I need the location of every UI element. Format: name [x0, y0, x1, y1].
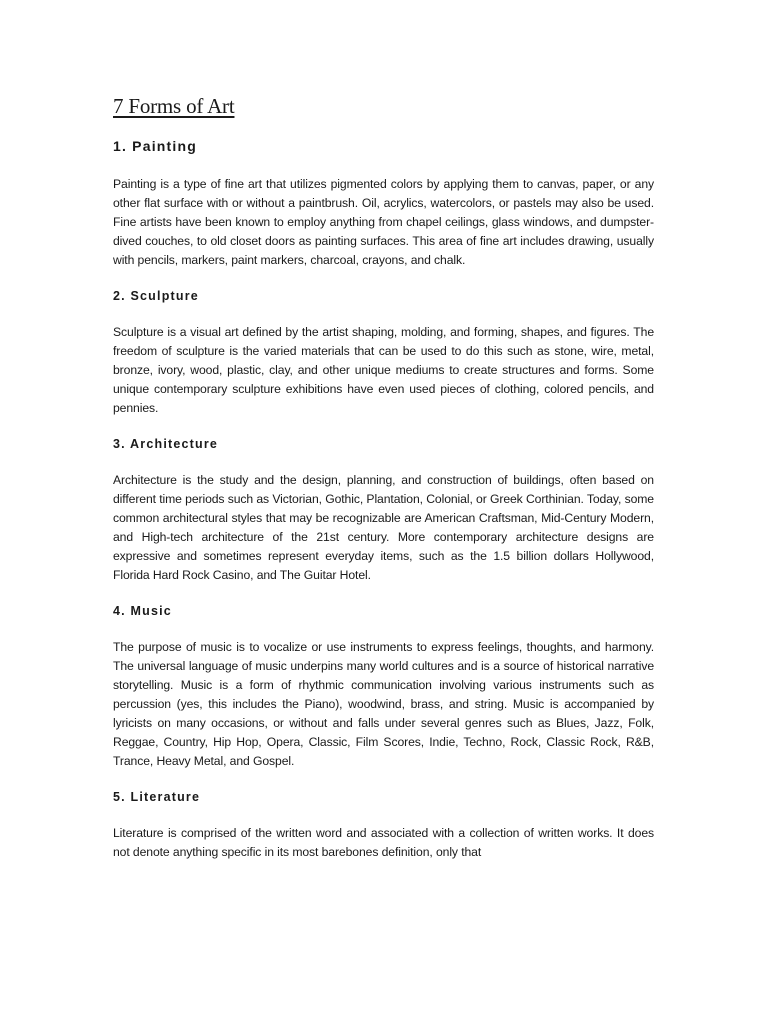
- document-page: [113, 94, 654, 881]
- section-painting: [113, 138, 654, 270]
- section-body: The purpose of music is to vocalize or use instruments to express feelings, thoughts, and harmony. The universal language of music underpins many world cultures and is a source of historical narrative storytelling. Music is a form of rhythmic communication involving various instruments such as percussion (yes, this includes the Piano), woodwind, brass, and string. Music is accompanied by lyricists on many occasions, or without and falls under several genres such as Blues, Jazz, Folk, Reggae, Country, Hip Hop, Opera, Classic, Film Scores, Indie, Techno, Rock, Classic Rock, R&B, Trance, Heavy Metal, and Gospel.: [113, 640, 654, 768]
- section-body: Painting is a type of fine art that utilizes pigmented colors by applying them to canvas, paper, or any other flat surface with or without a paintbrush. Oil, acrylics, watercolors, or pastels may also be used. Fine artists have been known to employ anything from chapel ceilings, glass windows, and dumpster-dived couches, to old closet doors as painting surfaces. This area of fine art includes drawing, usually with pencils, markers, paint markers, charcoal, crayons, and chalk.: [113, 177, 654, 267]
- section-body: Architecture is the study and the design, planning, and construction of buildings, often based on different time periods such as Victorian, Gothic, Plantation, Colonial, or Greek Corthinian. Today, some common architectural styles that may be recognizable are American Craftsman, Mid-Century Modern, and High-tech architecture of the 21st century. More contemporary architecture designs are expressive and sometimes represent everyday items, such as the 1.5 billion dollars Hollywood, Florida Hard Rock Casino, and The Guitar Hotel.: [113, 473, 654, 582]
- section-architecture: [113, 437, 654, 585]
- section-music: [113, 604, 654, 771]
- section-heading: 3. Architecture: [113, 437, 219, 451]
- section-heading: 5. Literature: [113, 790, 201, 804]
- section-body: Sculpture is a visual art defined by the artist shaping, molding, and forming, shapes, and figures. The freedom of sculpture is the varied materials that can be used to do this such as stone, wire, metal, bronze, ivory, wood, plastic, clay, and other unique mediums to create structures and forms. Some unique contemporary sculpture exhibitions have even used pieces of clothing, colored pencils, and pennies.: [113, 325, 654, 415]
- section-heading: 2. Sculpture: [113, 289, 199, 303]
- section-body: Literature is comprised of the written word and associated with a collection of written works. It does not denote anything specific in its most barebones definition, only that: [113, 826, 654, 859]
- section-literature: [113, 790, 654, 862]
- document-title: 7 Forms of Art: [113, 94, 235, 118]
- section-heading: 1. Painting: [113, 138, 197, 154]
- section-heading: 4. Music: [113, 604, 172, 618]
- section-sculpture: [113, 289, 654, 418]
